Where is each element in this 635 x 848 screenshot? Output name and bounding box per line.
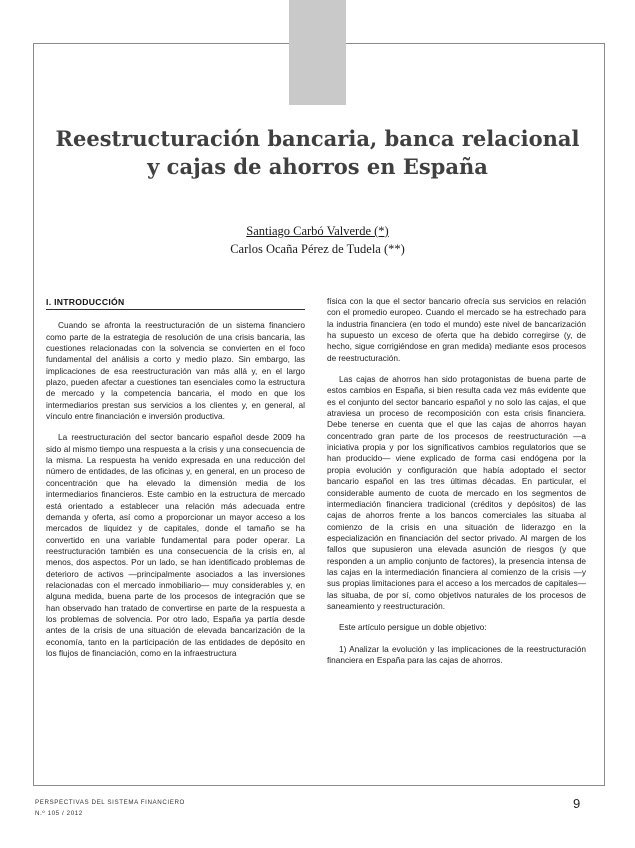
paragraph: La reestructuración del sector bancario español desde 2009 ha sido al mismo tiempo una respuesta a la crisis y una consecuencia de la misma. La respuesta ha venido expresada en una reducción del número de entidades, de las oficinas y, en general, en un proceso de concentración que ha elevado la dimensión media de los intermediarios financieros. Este cambio en la estructura de mercado está orientado a establecer una relación más adecuada entre demanda y oferta, así como a proporcionar un mayor acceso a los mercados de liquidez y de capitales, donde el tamaño se ha convertido en una variable fundamental para poder operar. La reestructuración también es una consecuencia de la crisis en, al menos, dos aspectos. Por un lado, se han identificado problemas de deterioro de activos —principalmente asociados a las inversiones relacionadas con el mercado inmobiliario— muy considerables y, en alguna medida, buena parte de los procesos de integración que se han observado han tratado de convertirse en parte de la respuesta a los problemas de solvencia. Por otro lado, España ya partía desde antes de la crisis de una situación de elevada bancarización de la economía, tanto en la participación de las entidades de depósito en los flujos de financiación, como en la infraestructura: [46, 432, 305, 658]
article-title: [40, 125, 595, 181]
paragraph: Las cajas de ahorros han sido protagonistas de buena parte de estos cambios en España, si bien resulta cada vez más evidente que es el conjunto del sector bancario español y no solo las cajas, el que atraviesa un proceso de recomposición con esta crisis financiera. Debe tenerse en cuenta que el que las cajas de ahorros hayan concentrado gran parte de los procesos de reestructuración —a iniciativa propia y por los significativos cambios regulatorios que se han producido— viene explicado de forma casi endógena por la propia evolución y configuración que había adoptado el sector bancario español en las tres últimas décadas. En particular, el considerable aumento de cuota de mercado en los segmentos de intermediación financiera tradicional (créditos y depósitos) de las cajas de ahorros frente a los bancos comerciales las situaba al comienzo de la crisis en una situación de liderazgo en la especialización en financiación del sector privado. Al margen de los fallos que supusieron una elevada asunción de riesgos (y que responden a un amplio conjunto de factores), la presencia intensa de las cajas en la intermediación financiera al comienzo de la crisis —y sus propias limitaciones para el acceso a los mercados de capitales— las situaba, de por sí, como objetivos naturales de los procesos de saneamiento y reestructuración.: [327, 374, 586, 611]
author-1: Santiago Carbó Valverde (*): [246, 224, 389, 238]
left-column: [46, 297, 305, 669]
page-number: 9: [573, 796, 581, 811]
authors: [40, 222, 595, 258]
author-2: Carlos Ocaña Pérez de Tudela (**): [230, 242, 405, 256]
right-column: [327, 296, 586, 676]
section-heading: I. INTRODUCCIÓN: [46, 297, 305, 310]
title-line-1: Reestructuración bancaria, banca relacional: [55, 126, 580, 151]
issue-number: N.º 105 / 2012: [35, 810, 83, 817]
paragraph: física con la que el sector bancario ofrecía sus servicios en relación con el promedio europeo. Cuando el mercado se ha estrechado para la industria financiera (en todo el mundo) este nivel de bancarización ha supuesto un exceso de oferta que ha debido corregirse (y, de hecho, sigue corrigiéndose en gran medida) mediante esos procesos de reestructuración.: [327, 296, 586, 363]
footer: [35, 797, 185, 819]
paragraph: Este artículo persigue un doble objetivo:: [339, 622, 487, 633]
paragraph: Cuando se afronta la reestructuración de un sistema financiero como parte de la estrategia de resolución de una crisis bancaria, las cuestiones relacionadas con la solvencia se convierten en el foco fundamental del análisis a corto y medio plazo. Sin embargo, las implicaciones de esa reestructuración van más allá y, en el largo plazo, pueden afectar a cuestiones tan esenciales como la estructura de mercado y la competencia bancaria, el modo en que los intermediarios prestan sus servicios a los clientes y, en general, al vínculo entre financiación e inversión productiva.: [46, 320, 305, 422]
decorative-tab: [289, 0, 346, 105]
paragraph: 1) Analizar la evolución y las implicaciones de la reestructuración financiera en España para las cajas de ahorros.: [327, 643, 586, 665]
journal-name: PERSPECTIVAS DEL SISTEMA FINANCIERO: [35, 799, 185, 806]
title-line-2: y cajas de ahorros en España: [147, 154, 488, 179]
